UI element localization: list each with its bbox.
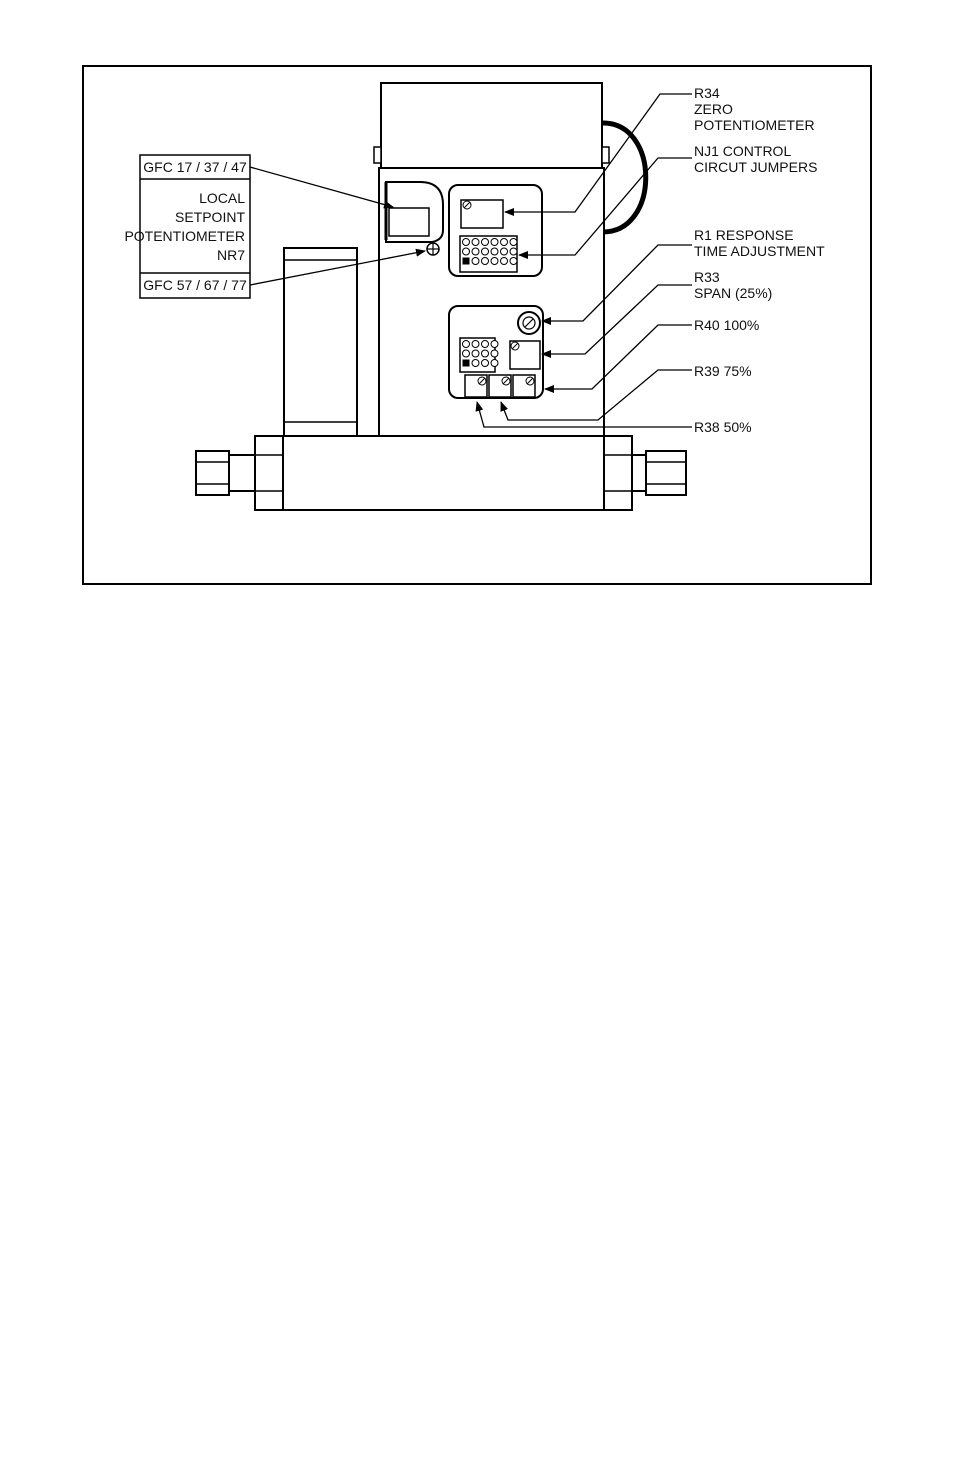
- label-r38: R38 50%: [694, 419, 752, 435]
- jumper-pin: [482, 239, 489, 246]
- jumper-pin: [491, 350, 498, 357]
- jumper-pin: [510, 248, 517, 255]
- zero-screw-icon: [463, 201, 471, 209]
- jumper-pin: [482, 341, 489, 348]
- label-r33-line2: SPAN (25%): [694, 285, 773, 301]
- jumper-pin: [510, 258, 517, 265]
- model-label-box: [124, 155, 250, 298]
- jumper-pin: [491, 239, 498, 246]
- label-r1-line1: R1 RESPONSE: [694, 227, 794, 243]
- response-trim-icon: [518, 312, 540, 334]
- label-r1-line2: TIME ADJUSTMENT: [694, 243, 825, 259]
- top-cap: [381, 83, 602, 168]
- label-r40: R40 100%: [694, 317, 760, 333]
- label-nr7: NR7: [216, 247, 245, 263]
- trim-pot-r39: [489, 375, 511, 397]
- jumper-pin: [463, 350, 470, 357]
- label-r34-line3: POTENTIOMETER: [694, 117, 815, 133]
- label-setpoint: SETPOINT: [174, 209, 245, 225]
- jumper-pin: [472, 258, 479, 265]
- trim-pot-r38: [465, 375, 487, 397]
- top-cap-tab-right: [602, 147, 609, 163]
- label-gfc-57-67-77: GFC 57 / 67 / 77: [143, 277, 247, 293]
- left-fitting: [196, 436, 283, 510]
- label-r34-line1: R34: [694, 85, 720, 101]
- jumper-pin: [472, 360, 479, 367]
- jumper-pin: [491, 258, 498, 265]
- flow-controller-diagram: [0, 0, 954, 600]
- jumper-pin: [472, 239, 479, 246]
- setpoint-screw-icon: [427, 243, 439, 255]
- label-nj1-line2: CIRCUT JUMPERS: [694, 159, 818, 175]
- jumper-pin: [472, 248, 479, 255]
- label-local: LOCAL: [199, 190, 245, 206]
- jumper-pin: [491, 341, 498, 348]
- jumper-pin: [463, 239, 470, 246]
- base-block: [283, 436, 604, 510]
- label-r34-line2: ZERO: [694, 101, 733, 117]
- span-screw-icon: [511, 342, 519, 350]
- jumper-pin: [472, 341, 479, 348]
- top-cap-tab-left: [374, 147, 381, 163]
- label-gfc-17-37-47: GFC 17 / 37 / 47: [143, 159, 247, 175]
- jumper-pin: [491, 360, 498, 367]
- jumper-pin: [472, 350, 479, 357]
- leader-setpoint-upper: [250, 167, 393, 207]
- jumper-pin: [501, 248, 508, 255]
- right-fitting: [604, 436, 686, 510]
- jumper-pin: [510, 239, 517, 246]
- jumper-pin: [482, 350, 489, 357]
- jumper-pin: [501, 258, 508, 265]
- jumper-pin: [463, 341, 470, 348]
- jumper-pin: [482, 360, 489, 367]
- jumper-pin-filled: [463, 258, 470, 265]
- jumper-pin: [491, 248, 498, 255]
- jumper-pin: [501, 239, 508, 246]
- jumper-pin-filled: [463, 360, 470, 367]
- label-r33-line1: R33: [694, 269, 720, 285]
- jumper-pin: [482, 248, 489, 255]
- label-r39: R39 75%: [694, 363, 752, 379]
- label-nj1-line1: NJ1 CONTROL: [694, 143, 792, 159]
- trim-pot-r40: [513, 375, 535, 397]
- jumper-pin: [463, 248, 470, 255]
- diagram-canvas: [0, 0, 954, 600]
- jumper-pin: [482, 258, 489, 265]
- label-potentiometer: POTENTIOMETER: [124, 228, 245, 244]
